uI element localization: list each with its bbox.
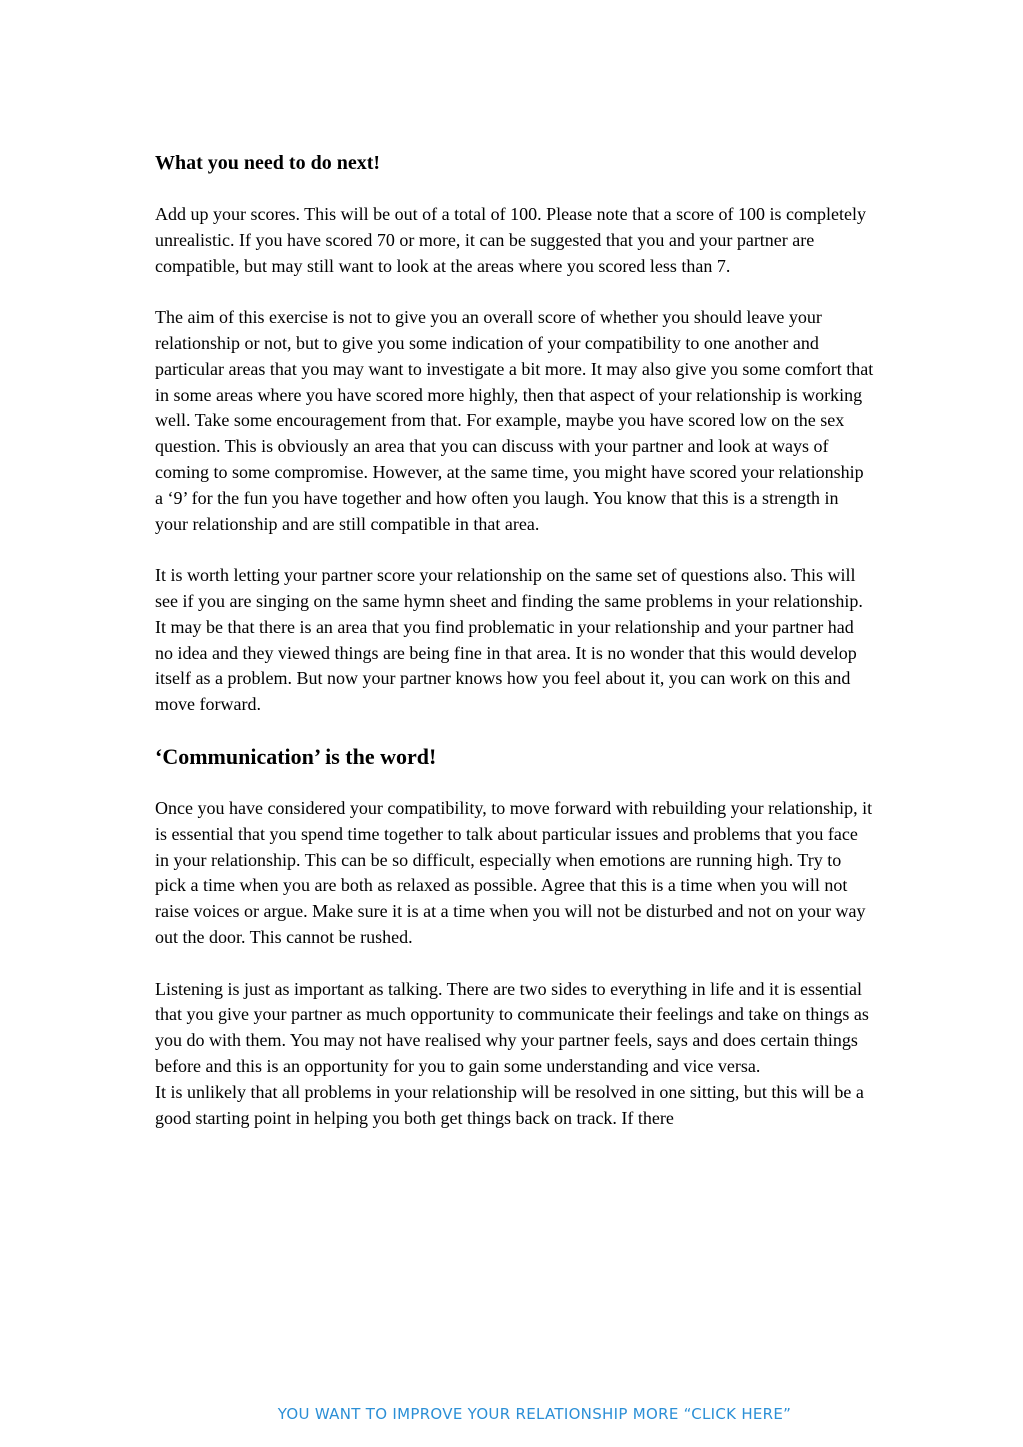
document-body (155, 150, 875, 1131)
paragraph-unlikely-resolved: It is unlikely that all problems in your relationship will be resolved in one sitting, but this will be a good starting point in helping you both get things back on track. If there (155, 1081, 864, 1128)
section-heading-communication: ‘Communication’ is the word! (155, 743, 437, 769)
improve-relationship-link[interactable]: YOU WANT TO IMPROVE YOUR RELATIONSHIP MORE “CLICK HERE” (277, 1405, 792, 1423)
paragraph-considered-compatibility: Once you have considered your compatibility, to move forward with rebuilding your relationship, it is essential that you spend time together to talk about particular issues and problems that you face in your relationship. This can be so difficult, especially when emotions are running high. Try to pick a time when you are both as relaxed as possible. Agree that this is a time when you will not raise voices or argue. Make sure it is at a time when you will not be disturbed and not on your way out the door. This cannot be rushed. (155, 797, 873, 947)
paragraph-listening: Listening is just as important as talking. There are two sides to everything in life and it is essential that you give your partner as much opportunity to communicate their feelings and take on things as you do with them. You may not have realised why your partner feels, says and does certain things before and this is an opportunity for you to gain some understanding and vice versa. (155, 978, 869, 1076)
section-heading-next-steps: What you need to do next! (155, 152, 381, 174)
paragraph-aim-of-exercise: The aim of this exercise is not to give you an overall score of whether you should leave your relationship or not, but to give you some indication of your compatibility to one another and particular areas that you may want to investigate a bit more. It may also give you some comfort that in some areas where you have scored more highly, then that aspect of your relationship is working well. Take some encouragement from that. For example, maybe you have scored low on the sex question. This is obviously an area that you can discuss with your partner and look at ways of coming to some compromise. However, at the same time, you might have scored your relationship a ‘9’ for the fun you have together and how often you laugh. You know that this is a strength in your relationship and are still compatible in that area. (155, 307, 874, 534)
paragraph-add-up-scores: Add up your scores. This will be out of a total of 100. Please note that a score of 100 is completely unrealistic. If you have scored 70 or more, it can be suggested that you and your partner are compatible, but may still want to look at the areas where you scored less than 7. (155, 204, 867, 276)
paragraph-partner-score: It is worth letting your partner score your relationship on the same set of questions also. This will see if you are singing on the same hymn sheet and finding the same problems in your relationship. It may be that there is an area that you find problematic in your relationship and your partner had no idea and they viewed things are being fine in that area. It is no wonder that this would develop itself as a problem. But now your partner knows how you feel about it, you can work on this and move forward. (155, 565, 863, 715)
